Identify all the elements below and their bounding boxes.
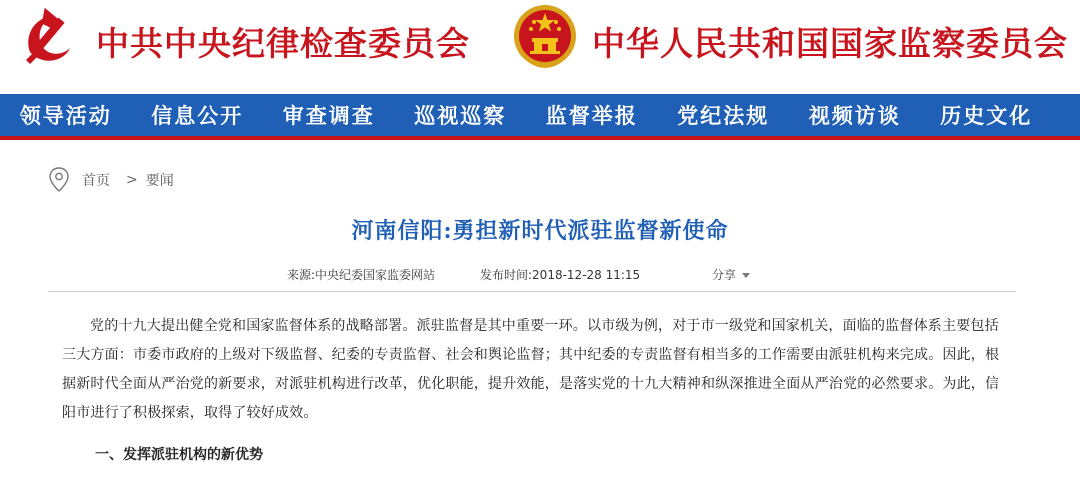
nav-item-report[interactable]: 监督举报: [545, 103, 638, 128]
caret-down-icon: [742, 273, 750, 278]
party-emblem-icon[interactable]: [16, 6, 80, 70]
breadcrumb-separator: >: [126, 172, 138, 188]
article-title: 河南信阳:勇担新时代派驻监督新使命: [351, 218, 729, 244]
national-commission-title[interactable]: 中华人民共和国国家监察委员会: [592, 24, 1068, 63]
main-nav: [0, 94, 1080, 136]
nav-item-investigation[interactable]: 审查调查: [282, 103, 375, 128]
nav-item-history[interactable]: 历史文化: [940, 103, 1033, 128]
nav-item-video[interactable]: 视频访谈: [808, 103, 901, 128]
share-button[interactable]: [712, 266, 750, 283]
national-emblem-icon[interactable]: [512, 2, 578, 72]
title-divider: [48, 291, 1016, 292]
nav-item-leadership[interactable]: 领导活动: [19, 103, 112, 128]
share-label: 分享: [712, 268, 737, 282]
article-source: 来源:中央纪委国家监委网站: [287, 268, 436, 282]
article-paragraph: 党的十九大提出健全党和国家监督体系的战略部署。派驻监督是其中重要一环。以市级为例，对于市一级党和国家机关，面临的监督体系主要包括三大方面：市委市政府的上级对下级监督、纪委的专责监督、社会和舆论监督；其中纪委的专责监督有相当多的工作需要由派驻机构来完成。因此，根据新时代全面从严治党的新要求，对派驻机构进行改革，优化职能，提升效能，是落实党的十九大精神和纵深推进全面从严治党的必然要求。为此，信阳市进行了积极探索，取得了较好成效。: [62, 318, 1000, 421]
breadcrumb: [48, 166, 174, 194]
article-publish-time: 发布时间:2018-12-28 11:15: [480, 268, 641, 282]
section-heading: 一、发挥派驻机构的新优势: [95, 447, 263, 463]
nav-underline: [0, 136, 1080, 140]
nav-item-inspection[interactable]: 巡视巡察: [414, 103, 507, 128]
site-header: [0, 0, 1080, 94]
breadcrumb-home-link[interactable]: 首页: [82, 173, 110, 189]
cpc-commission-title[interactable]: 中共中央纪律检查委员会: [96, 24, 470, 63]
nav-item-information[interactable]: 信息公开: [151, 103, 244, 128]
location-pin-icon: [48, 166, 70, 194]
breadcrumb-current-link[interactable]: 要闻: [145, 173, 174, 189]
nav-item-regulations[interactable]: 党纪法规: [677, 103, 770, 128]
article-meta: [0, 266, 1080, 286]
